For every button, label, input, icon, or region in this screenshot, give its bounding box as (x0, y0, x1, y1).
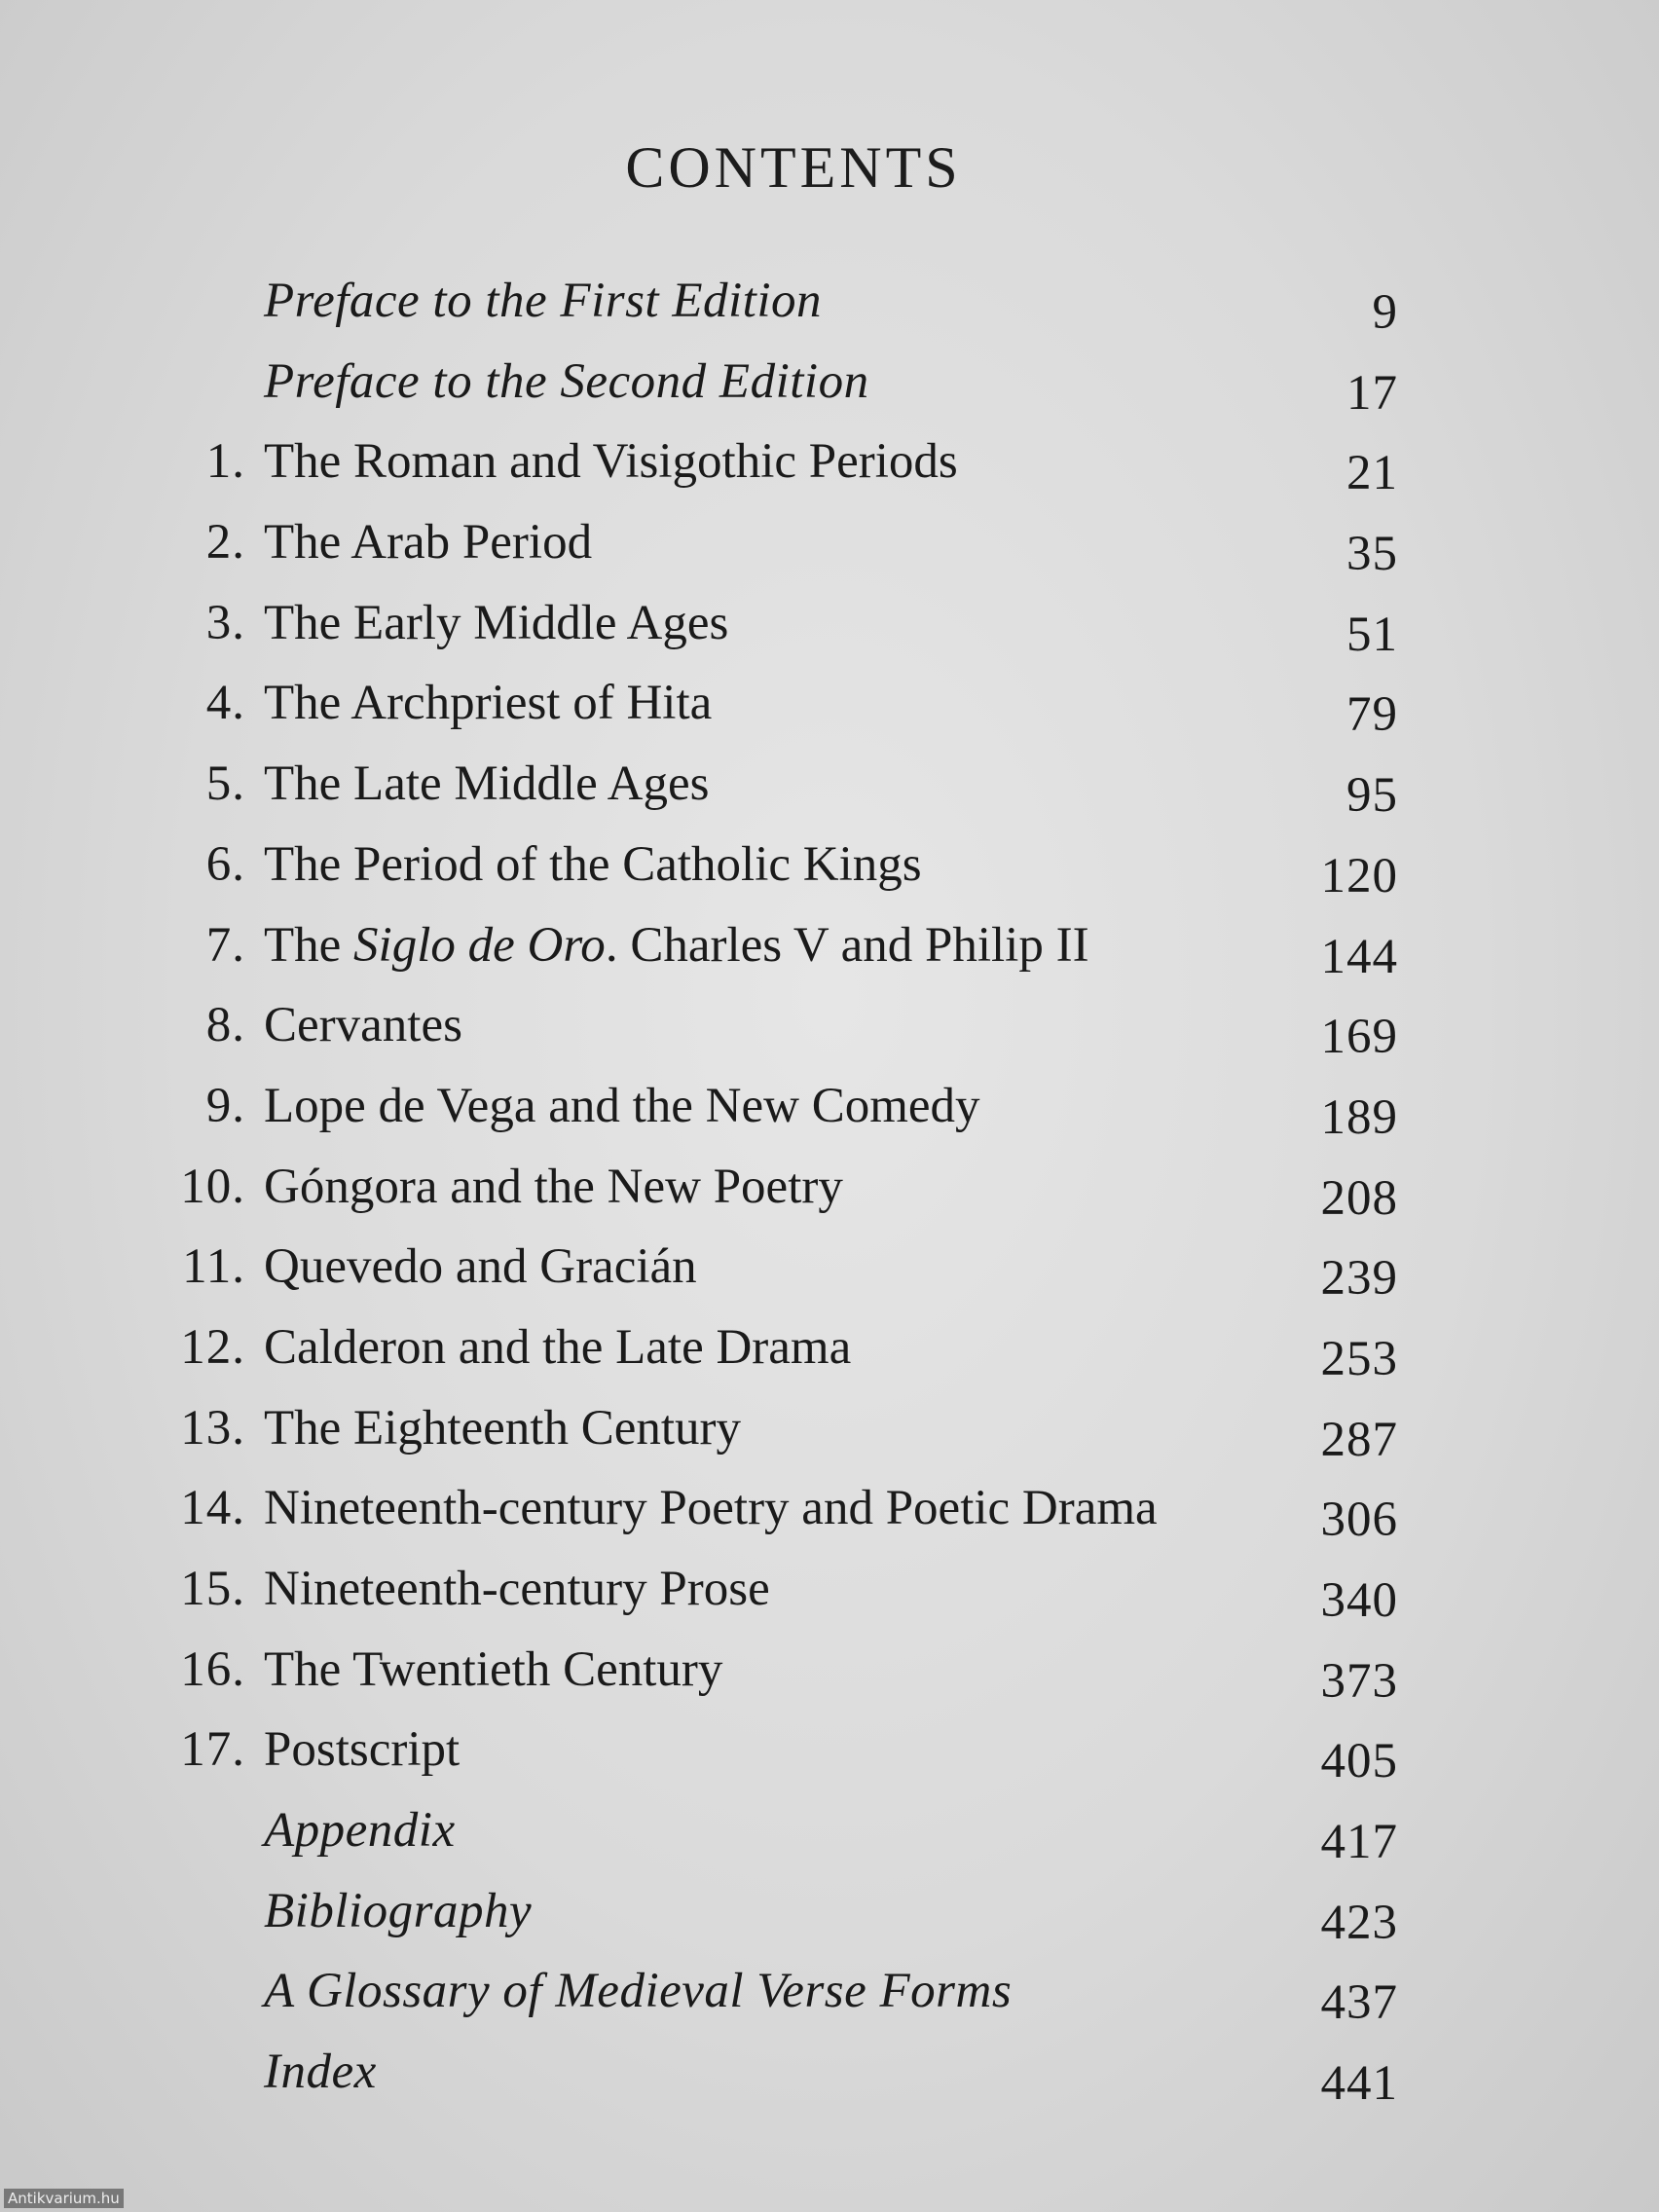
page-number: 120 (1320, 848, 1398, 903)
page-number: 95 (1346, 768, 1398, 824)
chapter-title: Nineteenth-century Prose (264, 1562, 770, 1616)
chapter-title: Nineteenth-century Poetry and Poetic Drama (264, 1481, 1158, 1536)
page-number: 169 (1320, 1010, 1398, 1065)
toc-entry (0, 583, 1659, 664)
toc-entry (0, 1308, 1659, 1388)
chapter-title: Cervantes (264, 998, 462, 1053)
page-number: 239 (1320, 1251, 1398, 1307)
chapter-number: 15. (180, 1562, 245, 1616)
page-number: 21 (1346, 446, 1398, 501)
page-number: 373 (1320, 1653, 1398, 1709)
page-number: 437 (1320, 1975, 1398, 2031)
chapter-title: Postscript (264, 1722, 461, 1778)
chapter-number: 3. (205, 595, 245, 650)
chapter-title: Bibliography (264, 1883, 533, 1938)
page-number: 208 (1320, 1170, 1398, 1226)
toc-entry (0, 1227, 1659, 1308)
toc-entry (0, 1790, 1659, 1871)
page-number: 17 (1346, 365, 1398, 421)
toc-entry (0, 1549, 1659, 1630)
chapter-number: 12. (180, 1319, 245, 1375)
chapter-number: 11. (182, 1239, 245, 1295)
chapter-title: Quevedo and Gracián (264, 1239, 697, 1295)
chapter-title: The Arab Period (264, 515, 593, 571)
chapter-title: The Late Middle Ages (264, 756, 710, 812)
page-number: 189 (1320, 1089, 1398, 1145)
chapter-number: 4. (205, 676, 245, 731)
chapter-title (264, 905, 1089, 985)
chapter-title: Index (264, 2045, 377, 2100)
chapter-title-part: The (264, 917, 354, 973)
chapter-title: The Early Middle Ages (264, 595, 729, 650)
chapter-number: 7. (205, 917, 245, 973)
page-number: 340 (1320, 1573, 1398, 1628)
page-number: 79 (1346, 687, 1398, 743)
page-title: CONTENTS (625, 135, 962, 201)
page-number: 144 (1320, 929, 1398, 984)
chapter-number: 9. (205, 1078, 245, 1133)
chapter-title: Lope de Vega and the New Comedy (264, 1078, 980, 1133)
page-number: 405 (1320, 1734, 1398, 1789)
chapter-number: 10. (180, 1159, 245, 1214)
chapter-number: 17. (180, 1722, 245, 1778)
toc-entry (0, 825, 1659, 905)
toc-entry (0, 1871, 1659, 1952)
toc-entry (0, 744, 1659, 825)
chapter-number: 6. (205, 836, 245, 892)
chapter-number: 16. (180, 1641, 245, 1697)
page-number: 9 (1372, 285, 1398, 340)
chapter-title: The Roman and Visigothic Periods (264, 434, 958, 490)
toc-entry (0, 1388, 1659, 1469)
chapter-number: 13. (180, 1400, 245, 1456)
page-number: 441 (1320, 2056, 1398, 2112)
page-number: 35 (1346, 527, 1398, 582)
toc-entry (0, 663, 1659, 744)
chapter-number: 8. (205, 998, 245, 1053)
page-number: 51 (1346, 607, 1398, 662)
chapter-number: 14. (180, 1481, 245, 1536)
watermark: Antikvarium.hu (4, 2189, 124, 2208)
chapter-title: The Archpriest of Hita (264, 676, 713, 731)
toc-entry (0, 1468, 1659, 1549)
page-number: 423 (1320, 1895, 1398, 1950)
chapter-title: The Period of the Catholic Kings (264, 836, 922, 892)
toc-entry (0, 1710, 1659, 1790)
chapter-number: 2. (205, 515, 245, 571)
chapter-title: A Glossary of Medieval Verse Forms (264, 1964, 1013, 2019)
chapter-title-part: Siglo de Oro (353, 917, 606, 973)
toc-entry (0, 1147, 1659, 1228)
toc-entry (0, 1630, 1659, 1711)
page-number: 287 (1320, 1412, 1398, 1467)
toc-entry (0, 422, 1659, 502)
toc-entry (0, 1951, 1659, 2032)
chapter-title: Calderon and the Late Drama (264, 1319, 852, 1375)
chapter-title: The Eighteenth Century (264, 1400, 742, 1456)
toc-entry (0, 1066, 1659, 1147)
chapter-title: Preface to the Second Edition (264, 353, 869, 409)
chapter-number: 1. (205, 434, 245, 490)
toc-entry (0, 985, 1659, 1066)
page-number: 253 (1320, 1331, 1398, 1386)
page-number: 306 (1320, 1493, 1398, 1548)
table-of-contents (0, 261, 1659, 2113)
toc-entry (0, 502, 1659, 583)
toc-entry (0, 905, 1659, 986)
chapter-title: Preface to the First Edition (264, 274, 823, 328)
chapter-number: 5. (205, 756, 245, 812)
chapter-title: Góngora and the New Poetry (264, 1159, 843, 1214)
chapter-title: The Twentieth Century (264, 1641, 723, 1697)
chapter-title-part: . Charles V and Philip II (605, 917, 1089, 973)
toc-entry (0, 342, 1659, 423)
toc-entry (0, 2032, 1659, 2113)
toc-entry (0, 261, 1659, 342)
page-number: 417 (1320, 1815, 1398, 1870)
chapter-title: Appendix (264, 1803, 456, 1859)
